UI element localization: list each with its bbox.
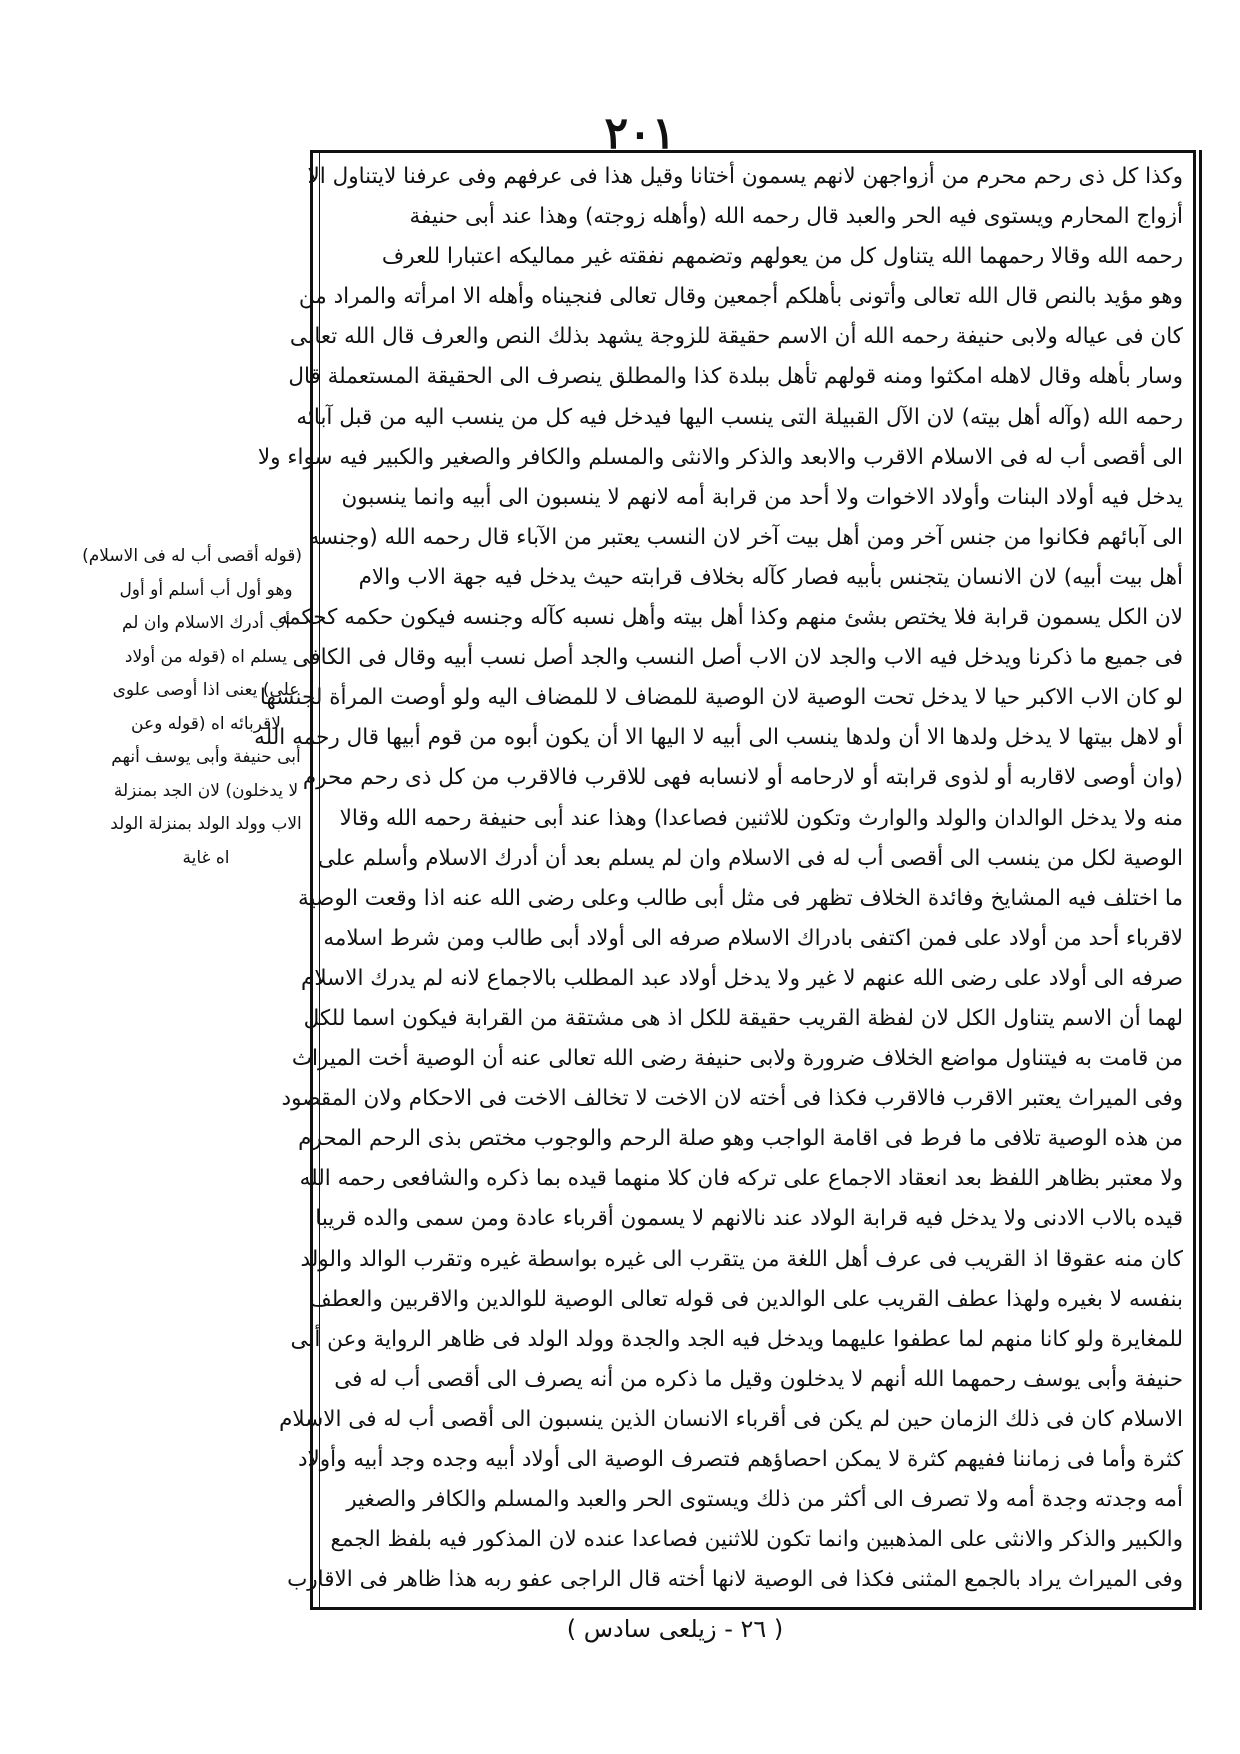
text-line: الوصية لكل من ينسب الى أقصى أب له فى الاسلام وان لم يسلم بعد أن أدرك الاسلام وأسلم على: [317, 845, 1183, 871]
text-line: الاسلام كان فى ذلك الزمان حين لم يكن فى أقرباء الانسان الذين ينسبون الى أقصى أب له فى الاسلام: [279, 1406, 1183, 1432]
margin-note-line: الاب وولد الولد بمنزلة الولد: [110, 814, 302, 834]
text-line: لو كان الاب الاكبر حيا لا يدخل تحت الوصية لان الوصية للمضاف لا للمضاف اليه ولو أوصت المرأة لجنسها: [259, 685, 1183, 711]
text-line: منه ولا يدخل الوالدان والولد والوارث وتكون للاثنين فصاعدا) وهذا عند أبى حنيفة رحمه الله وقالا: [339, 805, 1183, 831]
text-line: وسار بأهله وقال لاهله امكثوا ومنه قولهم تأهل ببلدة كذا والمطلق ينصرف الى الحقيقة المستعملة قال: [288, 364, 1183, 390]
margin-note-line: لا يدخلون) لان الجد بمنزلة: [113, 780, 299, 801]
text-line: رحمه الله وقالا رحمهما الله يتناول كل من يعولهم وتضمهم نفقته غير مماليكه اعتبارا للعرف: [381, 244, 1183, 270]
margin-note-line: لاقربائه اه (قوله وعن: [131, 713, 281, 734]
margin-note-line: يسلم اه (قوله من أولاد: [124, 646, 288, 667]
text-line: الى أقصى أب له فى الاسلام الاقرب والابعد والذكر والانثى والمسلم والكافر والصغير والكبير فيه سواء ولا: [257, 444, 1183, 470]
text-line: (وان أوصى لاقاربه أو لذوى قرابته أو لارحامه أو لانسابه فهى للاقرب فالاقرب من كل ذى رحم محرم: [302, 765, 1183, 791]
text-line: أهل بيت أبيه) لان الانسان يتجنس بأبيه فصار كآله بخلاف قرابته حيث يدخل فيه جهة الاب والام: [358, 564, 1183, 590]
text-line: صرفه الى أولاد على رضى الله عنهم لا غير ولا يدخل أولاد عبد المطلب بالاجماع لانه لم يدرك الاسلام: [301, 965, 1183, 991]
page-number: ٢٠١: [604, 108, 676, 159]
text-line: وفى الميراث يعتبر الاقرب فالاقرب فكذا فى أخته لان الاخت لا تخالف الاخت فى الاحكام ولان المقصود: [281, 1086, 1183, 1112]
text-line: وفى الميراث يراد بالجمع المثنى فكذا فى الوصية لانها أخته قال الراجى عفو ربه هذا ظاهر فى الاقارب: [287, 1567, 1183, 1593]
text-line: الى آبائهم فكانوا من جنس آخر ومن أهل بيت آخر لان النسب يعتبر من الآباء قال رحمه الله (وجنسه: [308, 524, 1183, 550]
text-line: يدخل فيه أولاد البنات وأولاد الاخوات ولا أحد من قرابة أمه لانهم لا ينسبون الى أبيه وانما ينسبون: [341, 484, 1183, 510]
text-line: للمغايرة ولو كانا منهم لما عطفوا عليهما ويدخل فيه الجد والجدة وولد الولد فى ظاهر الرواية وعن أبى: [290, 1326, 1183, 1352]
text-line: حنيفة وأبى يوسف رحمهما الله أنهم لا يدخلون وقيل ما ذكره من أنه يصرف الى أقصى أب له فى: [334, 1366, 1183, 1392]
text-line: لان الكل يسمون قرابة فلا يختص بشئ منهم وكذا أهل بيته وأهل نسبه كآله وجنسه فيكون حكمه كحكمه: [277, 605, 1183, 631]
text-line: وهو مؤيد بالنص قال الله تعالى وأتونى بأهلكم أجمعين وقال تعالى فنجيناه وأهله الا امرأته والمراد من: [298, 284, 1183, 310]
margin-note-line: اه غاية: [182, 847, 230, 868]
text-line: من هذه الوصية تلافى ما فرط فى اقامة الواجب وهو صلة الرحم والوجوب مختص بذى الرحم المحرم: [298, 1126, 1183, 1152]
text-line: قيده بالاب الادنى ولا يدخل فيه قرابة الولاد عند نالانهم لا يسمون أقرباء عادة ومن سمى والده قريبا: [315, 1206, 1183, 1232]
text-line: لهما أن الاسم يتناول الكل لان لفظة القريب حقيقة للكل اذ هى مشتقة من القرابة فيكون اسما للكل: [303, 1005, 1183, 1031]
text-line: ما اختلف فيه المشايخ وفائدة الخلاف تظهر فى مثل أبى طالب وعلى رضى الله عنه اذا وقعت الوصية: [298, 885, 1183, 911]
text-line: لاقرباء أحد من أولاد على فمن اكتفى بادراك الاسلام صرفه الى أولاد أبى طالب ومن شرط اسلامه: [323, 925, 1183, 951]
text-line: كان فى عياله ولابى حنيفة رحمه الله أن الاسم حقيقة للزوجة يشهد بذلك النص والعرف قال الله تعالى: [289, 324, 1183, 350]
text-line: أمه وجدته وجدة أمه ولا تصرف الى أكثر من ذلك ويستوى الحر والعبد والمسلم والكافر والصغير: [346, 1487, 1183, 1513]
text-line: وكذا كل ذى رحم محرم من أزواجهن لانهم يسمون أختانا وقيل هذا فى عرفهم وفى عرفنا لايتناول الا: [307, 164, 1183, 189]
text-line: رحمه الله (وآله أهل بيته) لان الآل القبيلة التى ينسب اليها فيدخل فيه كل من ينسب اليه من قبل آبائه: [296, 404, 1183, 430]
text-line: كثرة وأما فى زماننا ففيهم كثرة لا يمكن احصاؤهم فتصرف الوصية الى أولاد أبيه وجده وجد أبيه وأولاد: [297, 1447, 1183, 1472]
text-frame: [254, 150, 1196, 1610]
margin-note: [82, 540, 302, 875]
page-footer: ( ٢٦ - زيلعى سادس ): [566, 1615, 784, 1643]
margin-note-line: (قوله أقصى أب له فى الاسلام): [82, 546, 302, 566]
text-line: أو لاهل بيتها لا يدخل ولدها الا أن ولدها ينسب الى أبيه لا اليها الا أن يكون أبوه من قوم أبيها قال رحمه الله: [254, 725, 1183, 751]
margin-note-line: على) يعنى اذا أوصى علوى: [112, 680, 300, 700]
text-line: ولا معتبر بظاهر اللفظ بعد انعقاد الاجماع على تركه فان كلا منهما قيده بما ذكره والشافعى رحمه الله: [299, 1166, 1183, 1192]
margin-note-line: أبى حنيفة وأبى يوسف أنهم: [111, 747, 301, 767]
margin-note-line: وهو أول أب أسلم أو أول: [119, 579, 293, 600]
text-line: أزواج المحارم ويستوى فيه الحر والعبد قال رحمه الله (وأهله زوجته) وهذا عند أبى حنيفة: [409, 204, 1183, 230]
text-line: فى جميع ما ذكرنا ويدخل فيه الاب والجد لان الاب أصل النسب والجد أصل نسب أبيه وقال فى الكافى: [292, 645, 1183, 671]
text-line: بنفسه لا بغيره ولهذا عطف القريب على الوالدين فى قوله تعالى الوصية للوالدين والاقربين والعطف: [309, 1286, 1183, 1312]
text-line: كان منه عقوقا اذ القريب فى عرف أهل اللغة من يتقرب الى غيره بواسطة غيره وتقرب الوالد والولد: [300, 1246, 1183, 1272]
main-text-body: [254, 157, 1183, 1601]
text-line: من قامت به فيتناول مواضع الخلاف ضرورة ولابى حنيفة رضى الله تعالى عنه أن الوصية أخت الميراث: [291, 1046, 1183, 1072]
margin-note-line: أب أدرك الاسلام وان لم: [121, 613, 291, 633]
text-line: والكبير والذكر والانثى على المذهبين وانما تكون للاثنين فصاعدا عنده لان المذكور فيه بلفظ الجمع: [330, 1527, 1183, 1553]
